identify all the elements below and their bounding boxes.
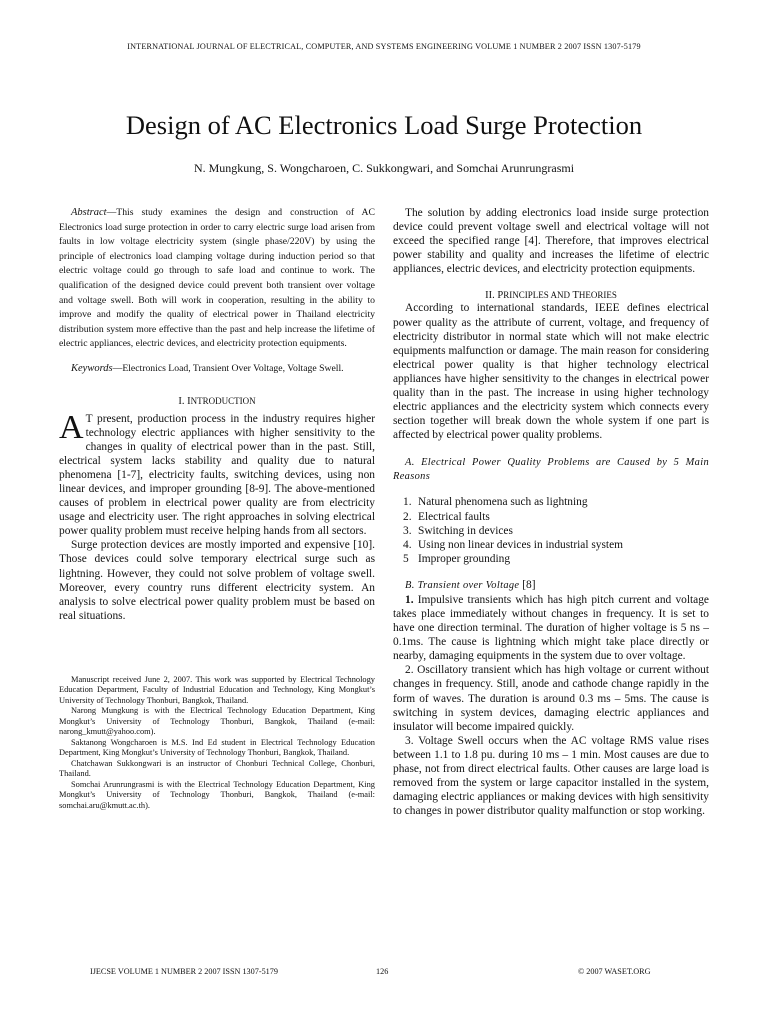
footnote: Manuscript received June 2, 2007. This work was supported by Electrical Technology Education Department, Faculty of Industrial Education and Technology, King Mongkut’s University of Technology Thonburi, Bangkok, Thailand.: [59, 674, 375, 705]
solution-paragraph: The solution by adding electronics load inside surge protection device could prevent voltage swell and electrical voltage will not exceed the specified range [4]. Therefore, that improves electrical power stability and quality and increases the lifetime of electric appliances, electric devices, and electricity protection equipments.: [393, 207, 709, 276]
abstract-text: —This study examines the design and construction of AC Electronics load surge protection in order to carry electric surge load arisen from faults in low voltage electricity system (single phase/220V) by using the principle of electronics load clamping voltage during induction period so that electric voltage could go through to safe load and continue to work. The qualification of the designed device could prevent both transient over voltage and voltage swell. Both will work in cooperation, resulting in the ability to improve and modify the quality of electrical power in Thailand electricity distribution system more effective than the past and help increase the lifetime of electric appliances, electric devices, and electricity protection equipments.: [59, 207, 375, 350]
footnote: Somchai Arunrungrasmi is with the Electrical Technology Education Department, King Mongkut’s University of Technology Thonburi, Bangkok, Thailand (e-mail: somchai.aru@kmutt.ac.th).: [59, 779, 375, 810]
right-column: [393, 206, 709, 818]
footer-journal: IJECSE VOLUME 1 NUMBER 2 2007 ISSN 1307-5179: [90, 967, 278, 976]
subsection-heading-a: A. Electrical Power Quality Problems are Caused by 5 Main Reasons: [393, 457, 709, 483]
list-item: 2. Electrical faults: [403, 510, 490, 523]
page-number: 126: [376, 967, 389, 976]
transient-item-3: 3. Voltage Swell occurs when the AC voltage RMS value rises between 1.1 to 1.8 pu. during 10 ms – 1 min. Most causes are due to phase, not from direct electrical faults. Other causes are large load is removed from the system or large capacitor installed in the system, damaging electric appliances or making devices with high sensitivity to changes in power distributor quality malfunction or stop working.: [393, 734, 709, 818]
keywords: [59, 362, 375, 377]
footnotes: [59, 675, 375, 812]
keywords-label: Keywords: [71, 362, 113, 374]
running-head: INTERNATIONAL JOURNAL OF ELECTRICAL, COMPUTER, AND SYSTEMS ENGINEERING VOLUME 1 NUMBER 2 2007 ISSN 1307-5179: [127, 42, 641, 51]
footnote: Saktanong Wongcharoen is M.S. Ind Ed student in Electrical Technology Education Department, King Mongkut’s University of Technology Thonburi, Bangkok, Thailand.: [59, 737, 375, 758]
paper-title: Design of AC Electronics Load Surge Protection: [125, 110, 643, 140]
abstract-label: Abstract: [71, 207, 107, 218]
list-item: 5 Improper grounding: [403, 552, 511, 565]
intro-paragraph-2: Surge protection devices are mostly imported and expensive [10]. Those devices could solve temporary electrical surge such as lightning. However, they could not solve problem of voltage swell. Moreover, every country runs different electricity system. An analysis to solve electrical power quality problem must be based on real situations.: [59, 539, 375, 622]
section-heading-introduction: I. INTRODUCTION: [178, 395, 256, 407]
transient-item-1: 1. Impulsive transients which has high pitch current and voltage takes place immediately without changes in frequency. It is set to have one direction terminal. The duration of higher voltage is 5 ns – 0.1ms. The cause is lightning which might take place directly or nearby, damaging equipments in the system due to over voltage.: [393, 593, 709, 663]
footer-copyright: © 2007 WASET.ORG: [578, 967, 651, 976]
principles-paragraph: According to international standards, IEEE defines electrical power quality as the attribute of current, voltage, and frequency of electricity distributor in normal state which will not make electric equipments malfunction or damage. The main reason for considering electrical power quality is that higher technology electrical appliances have higher sensitivity to the changes in electrical power quality than in the past. The increase in using higher technology electric appliances and the electricity system which connects every section together will break down the whole system if one part is affected by electrical power quality problems.: [393, 302, 709, 442]
footnote: Narong Mungkung is with the Electrical Technology Education Department, King Mongkut’s University of Technology Thonburi, Bangkok, Thailand (e-mail: narong_kmutt@yahoo.com).: [59, 706, 375, 737]
drop-cap: A: [59, 408, 84, 446]
section-heading-principles: II. PRINCIPLES AND THEORIES: [485, 290, 617, 302]
abstract: [59, 206, 375, 352]
list-item: 4. Using non linear devices in industrial system: [403, 538, 623, 551]
reasons-list: [393, 495, 709, 565]
subsection-heading-b: B. Transient over Voltage [8]: [405, 578, 536, 591]
keywords-text: —Electronics Load, Transient Over Voltage, Voltage Swell.: [112, 362, 344, 374]
author-list: N. Mungkung, S. Wongcharoen, C. Sukkongwari, and Somchai Arunrungrasmi: [193, 161, 575, 175]
transient-item-2: 2. Oscillatory transient which has high voltage or current without changes in frequency. Still, anode and cathode change rapidly in the form of waves. The duration is around 0.3 ms – 5ms. The cause is switching in system devices, damaging electric appliances and insulator will become impaired quickly.: [393, 664, 709, 733]
left-column: [59, 206, 375, 811]
footnote: Chatchawan Sukkongwari is an instructor of Chonburi Technical College, Chonburi, Thailand.: [59, 758, 375, 779]
list-item: 3. Switching in devices: [403, 524, 513, 537]
list-item: 1. Natural phenomena such as lightning: [403, 496, 588, 509]
intro-paragraph-1: A T present, production process in the industry requires higher technology electric appliances with higher sensitivity to the changes in quality of electrical power than in the past. Still, electrical system lacks stability and quality due to natural phenomena [1-7], electricity faults, switching devices, using non linear devices, and improper grounding [8-9]. The above-mentioned causes of problem in electrical power quality are from electricity usage and electricity user. The right approaches in solving electrical power quality problem must receive helping hands from all sectors.: [59, 408, 375, 538]
